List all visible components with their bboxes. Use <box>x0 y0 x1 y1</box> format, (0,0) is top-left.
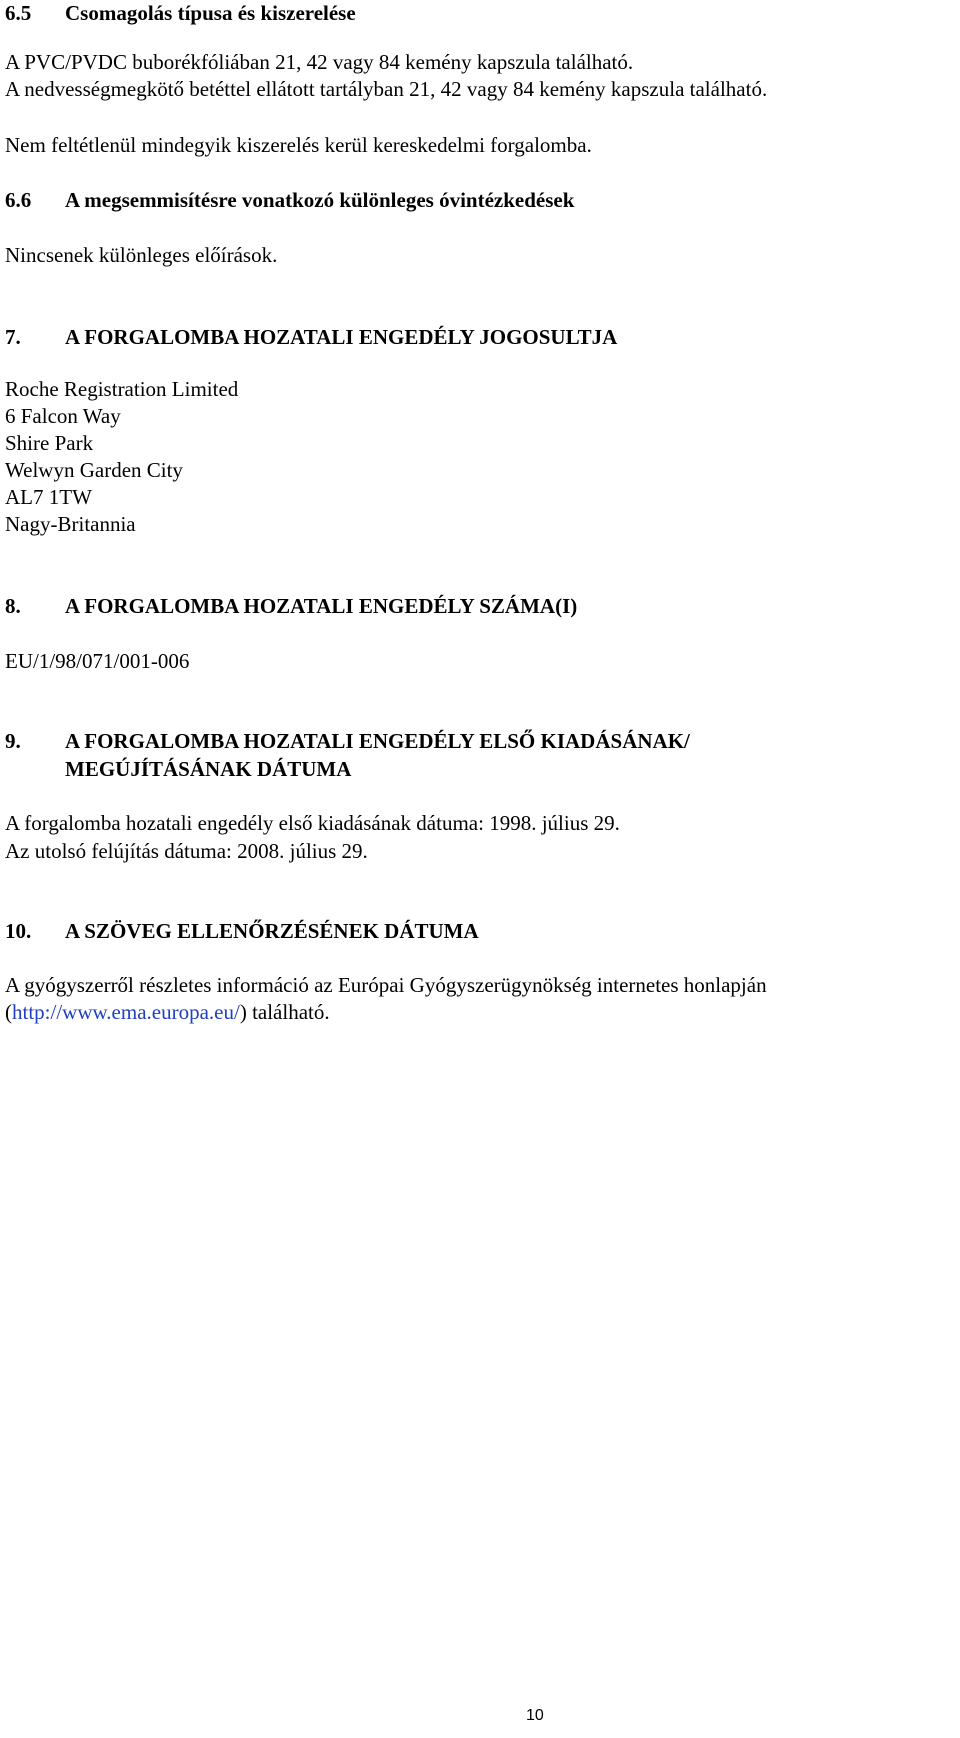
closing-text: ) található. <box>239 1000 330 1024</box>
section-title: A FORGALOMBA HOZATALI ENGEDÉLY SZÁMA(I) <box>65 594 578 618</box>
section-number: 6.6 <box>5 188 32 212</box>
disposal-text: Nincsenek különleges előírások. <box>5 243 278 267</box>
section-7-heading <box>5 322 617 352</box>
section-title: A FORGALOMBA HOZATALI ENGEDÉLY JOGOSULTJA <box>65 325 618 349</box>
last-renewal-date: Az utolsó felújítás dátuma: 2008. július 29. <box>5 839 368 863</box>
packaging-line-blister: A PVC/PVDC buborékfóliában 21, 42 vagy 84 kemény kapszula található. <box>5 50 634 74</box>
section-number: 10. <box>5 919 32 943</box>
section-title: A SZÖVEG ELLENŐRZÉSÉNEK DÁTUMA <box>65 919 479 943</box>
ema-website-link[interactable]: http://www.ema.europa.eu/ <box>12 1000 240 1024</box>
section-number: 6.5 <box>5 1 32 25</box>
address-line: Roche Registration Limited <box>5 377 239 401</box>
first-issue-date: A forgalomba hozatali engedély első kiadásának dátuma: 1998. július 29. <box>5 811 620 835</box>
open-paren: ( <box>5 1000 12 1024</box>
section-6-5-heading <box>5 0 356 28</box>
address-line: AL7 1TW <box>5 485 92 509</box>
section-9-heading <box>5 726 690 756</box>
section-10-heading <box>5 916 479 946</box>
address-line: Nagy-Britannia <box>5 512 136 536</box>
section-8-heading <box>5 591 577 621</box>
address-line: Shire Park <box>5 431 94 455</box>
information-text: A gyógyszerről részletes információ az Európai Gyógyszerügynökség internetes honlapján <box>5 973 767 997</box>
section-number: 9. <box>5 729 21 753</box>
address-line: Welwyn Garden City <box>5 458 183 482</box>
section-6-6-heading <box>5 185 574 215</box>
section-title-line-1: A FORGALOMBA HOZATALI ENGEDÉLY ELSŐ KIADÁSÁNAK/ <box>65 729 690 753</box>
address-line: 6 Falcon Way <box>5 404 121 428</box>
page-number: 10 <box>526 1707 544 1724</box>
section-title-line-2: MEGÚJÍTÁSÁNAK DÁTUMA <box>65 757 352 781</box>
section-title: A megsemmisítésre vonatkozó különleges óvintézkedések <box>65 188 575 212</box>
section-title: Csomagolás típusa és kiszerelése <box>65 1 356 25</box>
authorisation-number: EU/1/98/071/001-006 <box>5 649 190 673</box>
information-text-line-2 <box>5 997 330 1027</box>
packaging-line-container: A nedvességmegkötő betéttel ellátott tartályban 21, 42 vagy 84 kemény kapszula található. <box>5 77 768 101</box>
packaging-note: Nem feltétlenül mindegyik kiszerelés kerül kereskedelmi forgalomba. <box>5 133 592 157</box>
section-number: 8. <box>5 594 21 618</box>
section-number: 7. <box>5 325 21 349</box>
